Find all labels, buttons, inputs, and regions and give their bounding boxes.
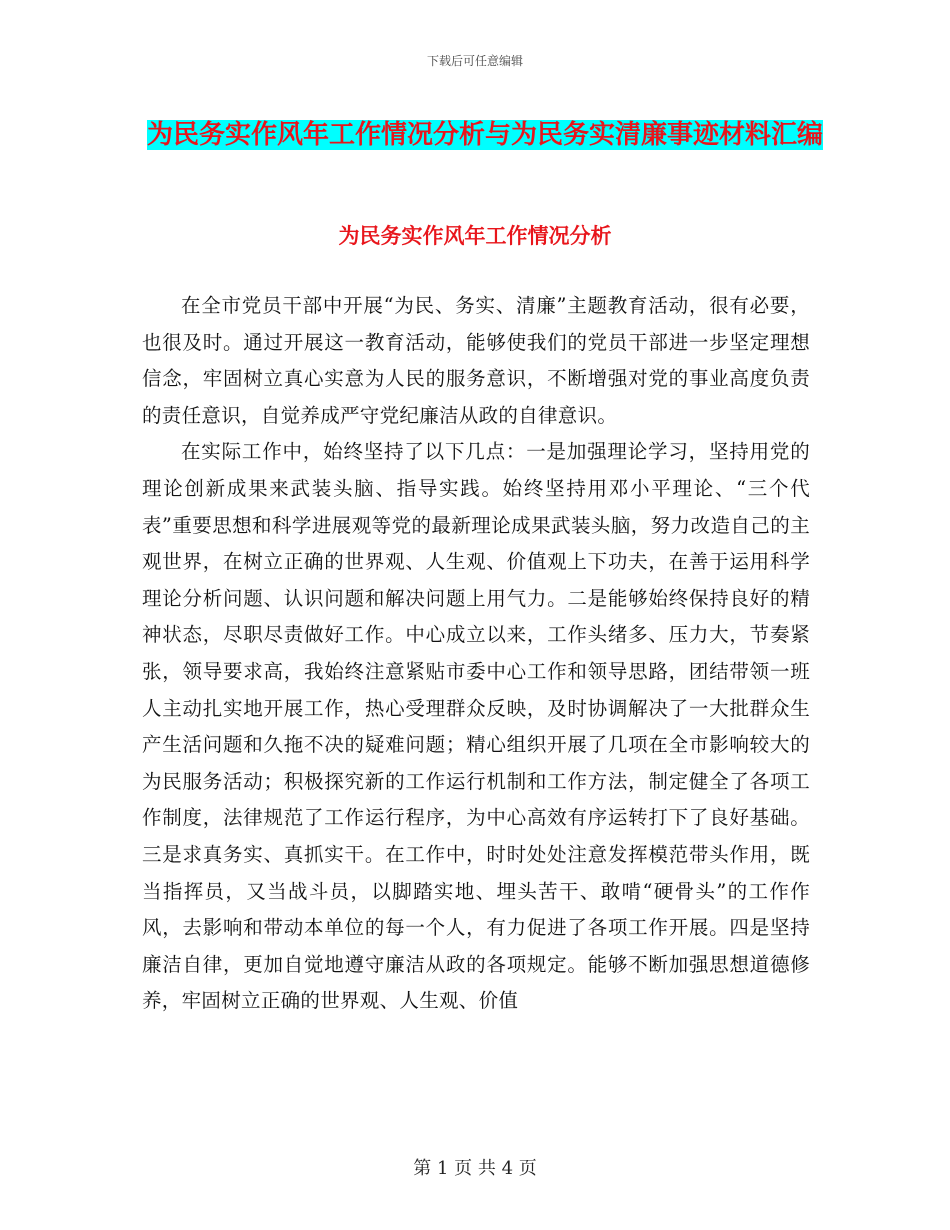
document-main-title xyxy=(140,112,830,158)
page-header-note: 下载后可任意编辑 xyxy=(426,54,523,68)
page-footer-number: 第 1 页 共 4 页 xyxy=(413,1158,537,1179)
main-title-text: 为民务实作风年工作情况分析与为民务实清廉事迹材料汇编 xyxy=(146,120,823,150)
paragraph-2: 在实际工作中，始终坚持了以下几点：一是加强理论学习，坚持用党的理论创新成果来武装头脑、指导实践。始终坚持用邓小平理论、“三个代表”重要思想和科学进展观等党的最新理论成果武装头脑，努力改造自己的主观世界，在树立正确的世界观、人生观、价值观上下功夫，在善于运用科学理论分析问题、认识问题和解决问题上用气力。二是能够始终保持良好的精神状态，尽职尽责做好工作。中心成立以来，工作头绪多、压力大，节奏紧张，领导要求高，我始终注意紧贴市委中心工作和领导思路，团结带领一班人主动扎实地开展工作，热心受理群众反映，及时协调解决了一大批群众生产生活问题和久拖不决的疑难问题；精心组织开展了几项在全市影响较大的为民服务活动；积极探究新的工作运行机制和工作方法，制定健全了各项工作制度，法律规范了工作运行程序，为中心高效有序运转打下了良好基础。三是求真务实、真抓实干。在工作中，时时处处注意发挥模范带头作用，既当指挥员，又当战斗员，以脚踏实地、埋头苦干、敢啃“硬骨头”的工作作风，去影响和带动本单位的每一个人，有力促进了各项工作开展。四是坚持廉洁自律，更加自觉地遵守廉洁从政的各项规定。能够不断加强思想道德修养，牢固树立正确的世界观、人生观、价值 xyxy=(142,440,810,1013)
document-body xyxy=(142,288,810,1020)
section-title: 为民务实作风年工作情况分析 xyxy=(338,224,612,248)
paragraph-1: 在全市党员干部中开展“为民、务实、清廉”主题教育活动，很有必要，也很及时。通过开展这一教育活动，能够使我们的党员干部进一步坚定理想信念，牢固树立真心实意为人民的服务意识，不断增强对党的事业高度负责的责任意识，自觉养成严守党纪廉洁从政的自律意识。 xyxy=(142,294,810,427)
